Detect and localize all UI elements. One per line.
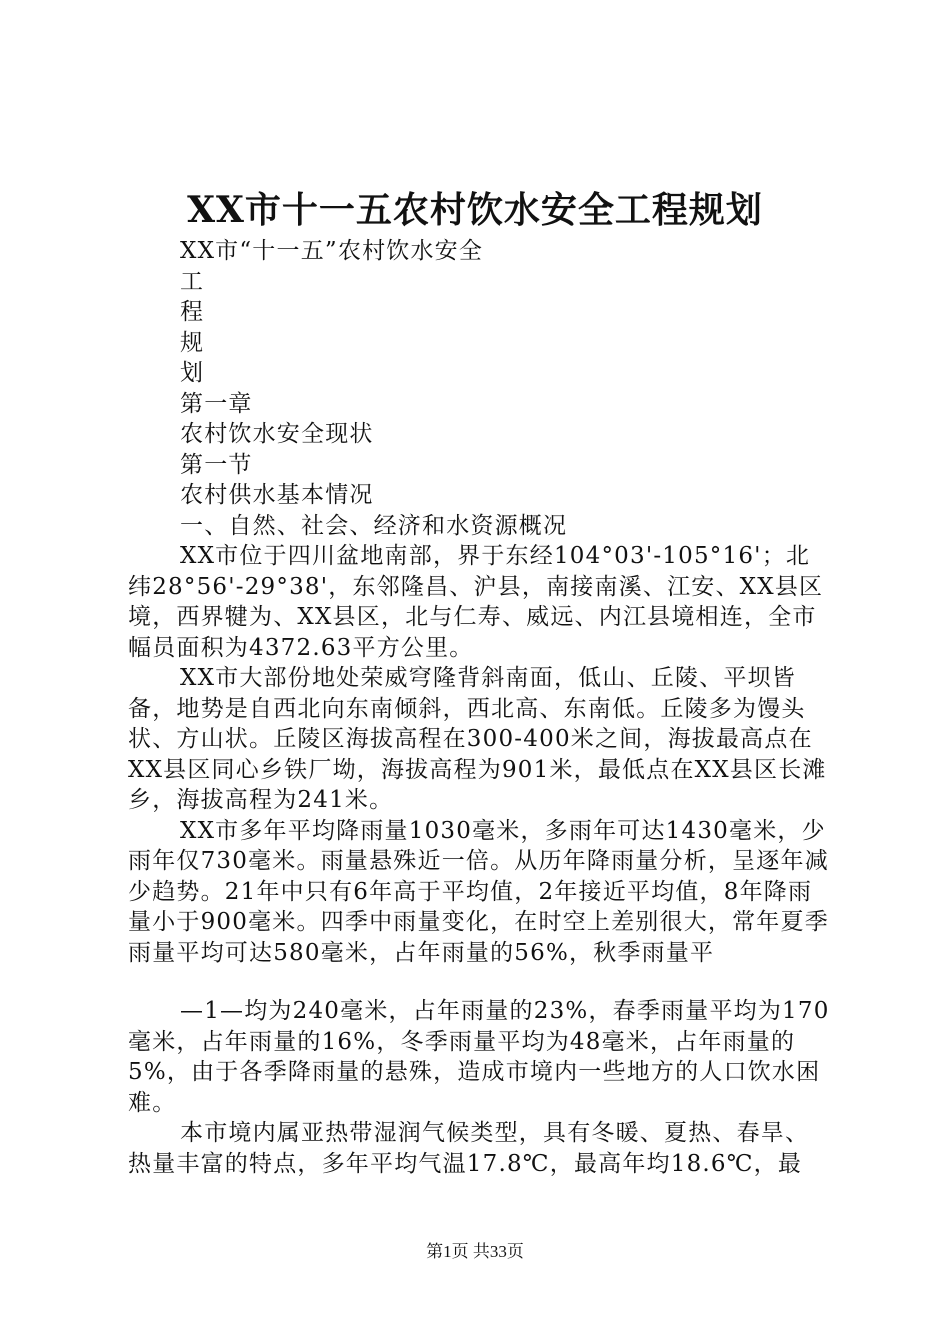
document-body-bottom	[128, 996, 833, 1179]
document-title: XX市十一五农村饮水安全工程规划	[187, 189, 763, 231]
body-paragraph: XX市多年平均降雨量1030毫米，多雨年可达1430毫米，少雨年仅730毫米。雨量悬殊近一倍。从历年降雨量分析，呈逐年减少趋势。21年中只有6年高于平均值，2年接近平均值，8年降雨量小于900毫米。四季中雨量变化，在时空上差别很大，常年夏季雨量平均可达580毫米，占年雨量的56%，秋季雨量平	[128, 817, 829, 966]
heading-line: 划	[180, 360, 205, 386]
section-label: 第一节	[180, 451, 253, 478]
body-paragraph: 本市境内属亚热带湿润气候类型，具有冬暖、夏热、春旱、热量丰富的特点，多年平均气温17.8℃，最高年均18.6℃，最	[128, 1120, 810, 1177]
body-paragraph: XX市大部份地处荣威穹隆背斜南面，低山、丘陵、平坝皆备，地势是自西北向东南倾斜，西北高、东南低。丘陵多为馒头状、方山状。丘陵区海拔高程在300-400米之间，海拔最高点在XX县区同心乡铁厂坳，海拔高程为901米，最低点在XX县区长滩乡，海拔高程为241米。	[128, 665, 827, 813]
heading-line: 工	[180, 268, 205, 295]
heading-line: 程	[180, 299, 205, 325]
page-footer: 第1页 共33页	[426, 1242, 524, 1261]
chapter-title: 农村饮水安全现状	[180, 421, 374, 447]
heading-line: 规	[180, 329, 205, 356]
heading-line: XX市“十一五”农村饮水安全	[180, 238, 484, 264]
document-body-top	[128, 236, 833, 968]
body-paragraph: —1—均为240毫米，占年雨量的23%，春季雨量平均为170毫米，占年雨量的16%，冬季雨量平均为48毫米，占年雨量的5%，由于各季降雨量的悬殊，造成市境内一些地方的人口饮水困难。	[128, 998, 830, 1116]
subsection-title: 一、自然、社会、经济和水资源概况	[180, 512, 568, 539]
chapter-label: 第一章	[180, 390, 253, 417]
body-paragraph: XX市位于四川盆地南部，界于东经104°03'-105°16'；北纬28°56'-29°38'，东邻隆昌、沪县，南接南溪、江安、XX县区境，西界犍为、XX县区，北与仁寿、威远、内江县境相连，全市幅员面积为4372.63平方公里。	[128, 543, 824, 661]
section-title: 农村供水基本情况	[180, 482, 374, 508]
